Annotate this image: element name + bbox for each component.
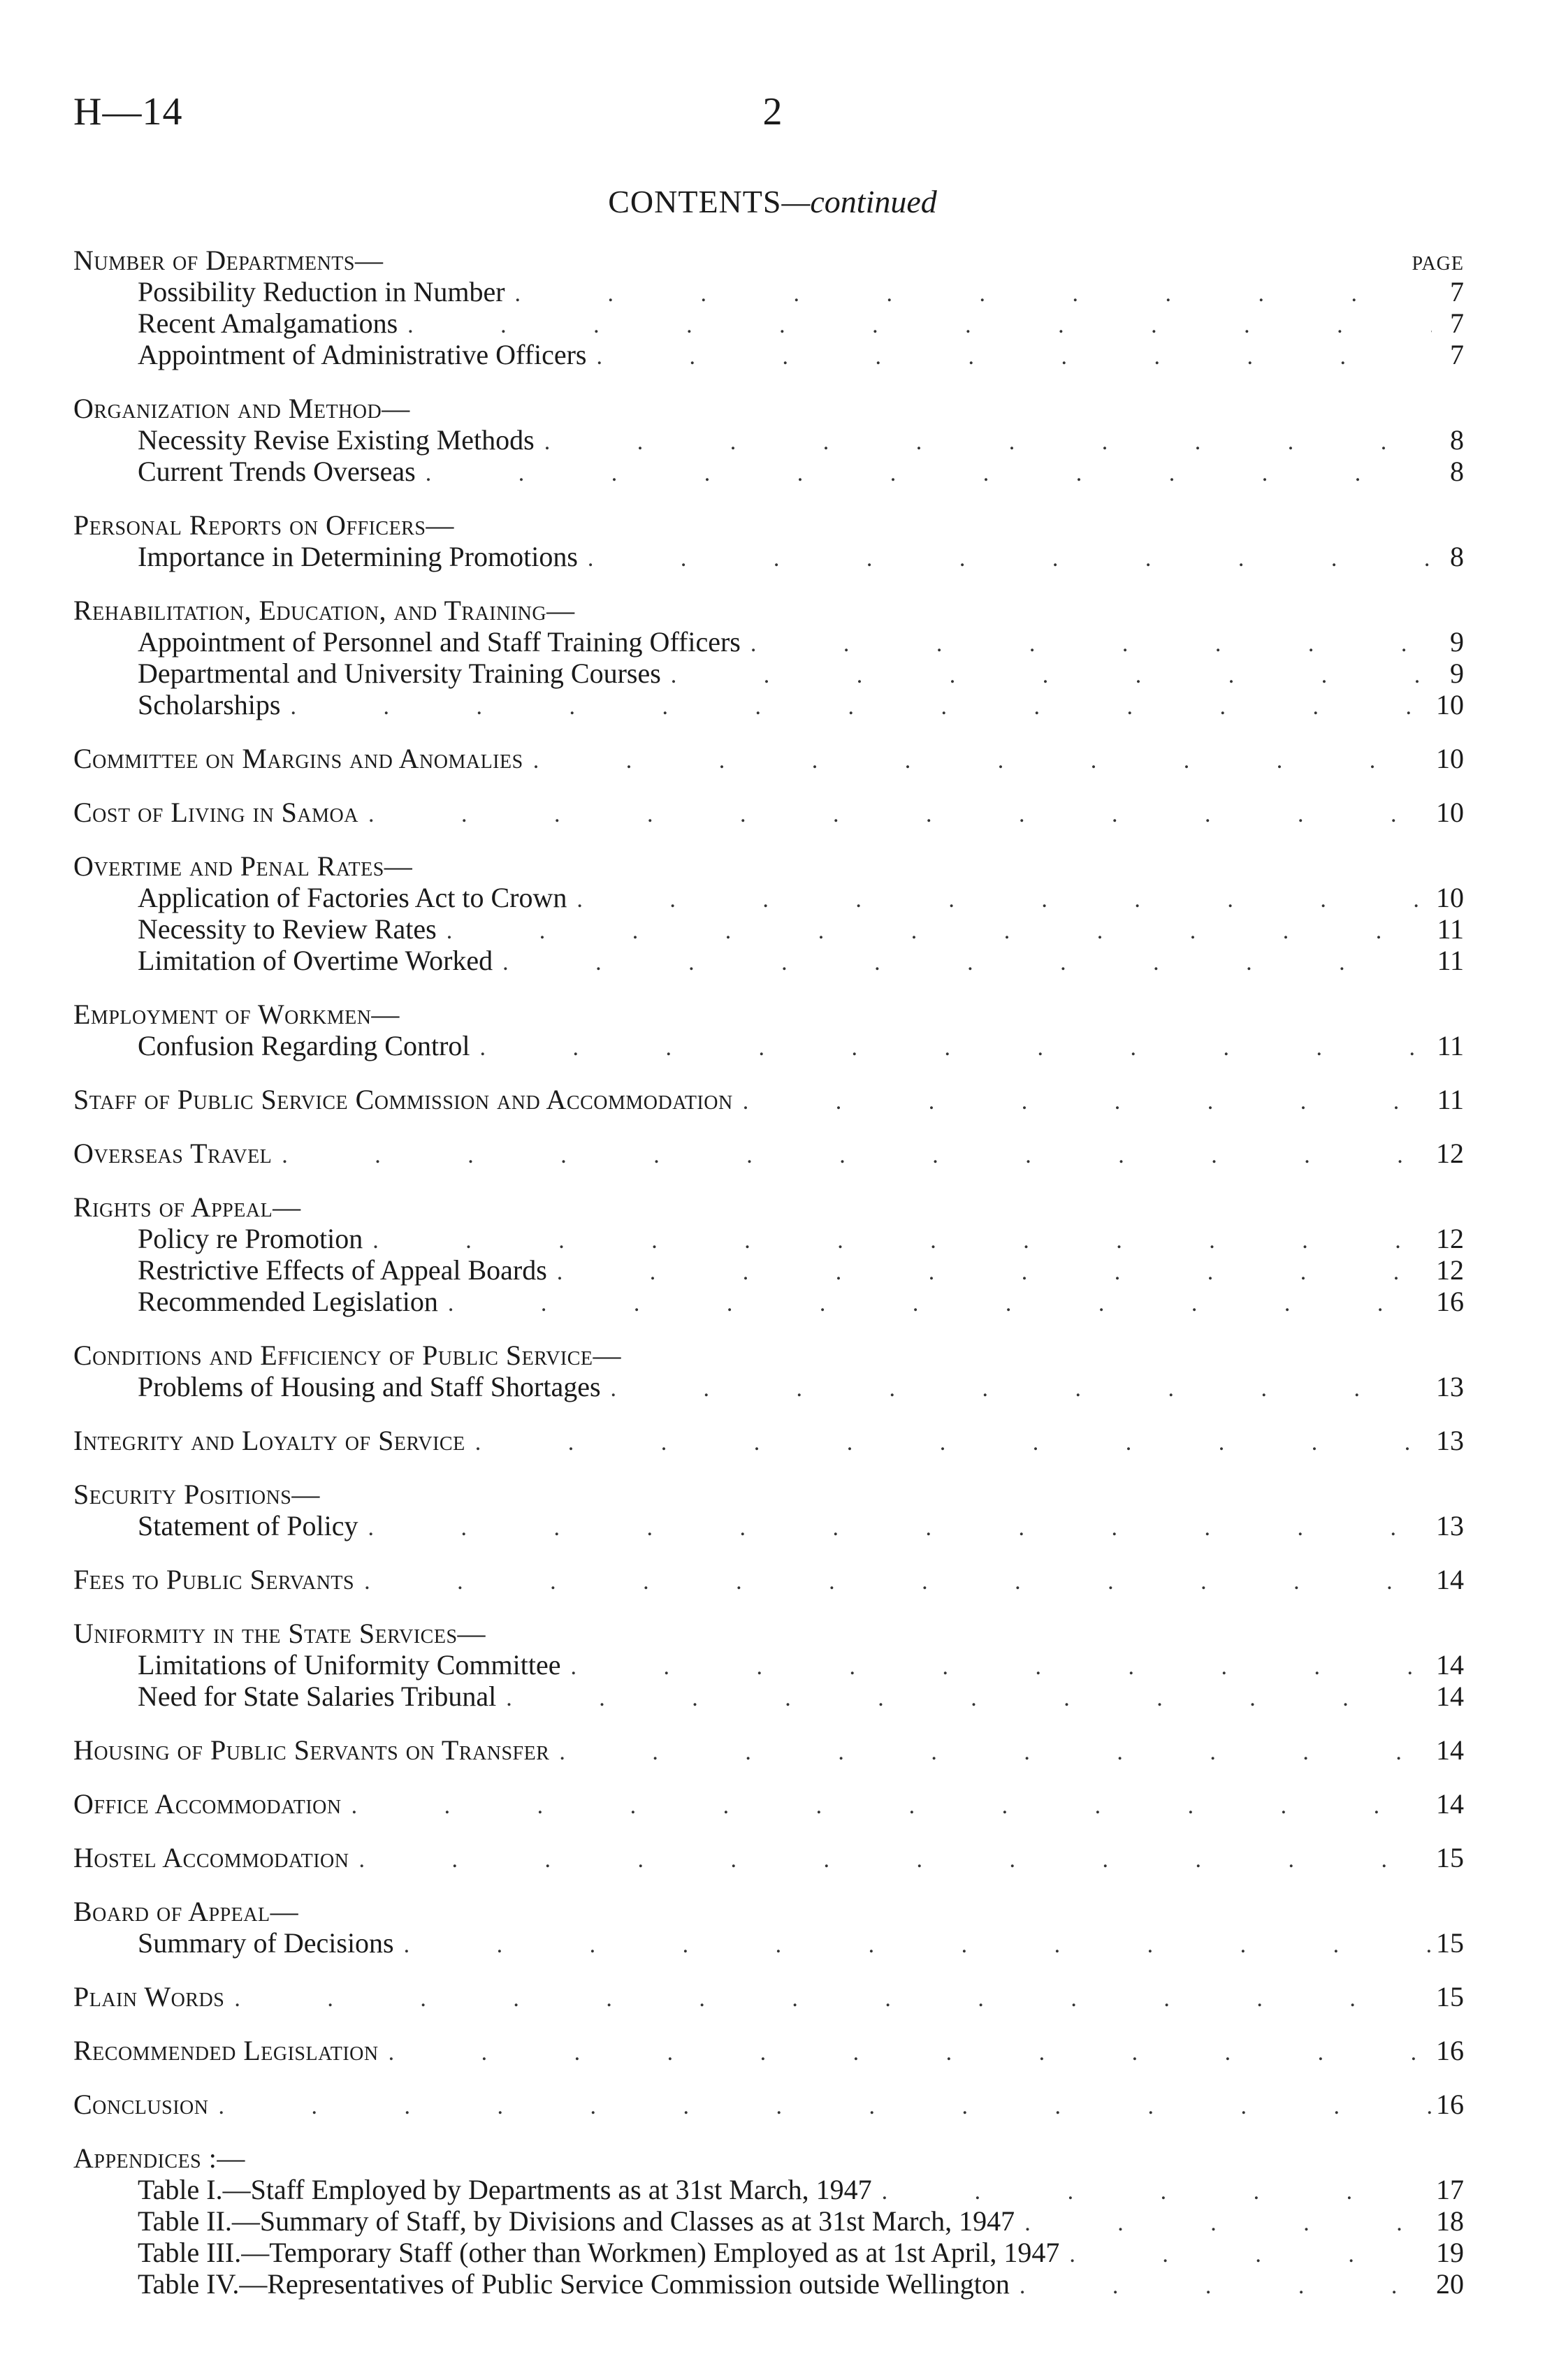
toc-entry[interactable]: [73, 1564, 1464, 1595]
entry-label: Application of Factories Act to Crown: [138, 882, 567, 913]
entry-page-number: 11: [1437, 913, 1464, 945]
entry-page-number: 20: [1436, 2268, 1464, 2300]
toc-section: [73, 1788, 1464, 1820]
dot-leader: [671, 660, 1432, 691]
toc-section: [73, 1138, 1464, 1169]
toc-entry[interactable]: [73, 882, 1464, 913]
entry-page-number: 14: [1436, 1681, 1464, 1712]
toc-entry[interactable]: [73, 1681, 1464, 1712]
toc-entry[interactable]: [73, 2268, 1464, 2300]
entry-page-number: 14: [1436, 1788, 1464, 1820]
entry-label: Importance in Determining Promotions: [138, 541, 578, 572]
toc-section: [73, 1191, 1464, 1317]
entry-page-number: 16: [1436, 2089, 1464, 2120]
toc-entry[interactable]: [73, 1030, 1464, 1061]
title-main: CONTENTS: [608, 184, 782, 219]
entry-page-number: 12: [1436, 1138, 1464, 1169]
section-heading: Rights of Appeal—: [73, 1191, 301, 1223]
dot-leader: [480, 1032, 1432, 1064]
entry-page-number: 16: [1436, 2035, 1464, 2066]
entry-label: Current Trends Overseas: [138, 456, 416, 487]
entry-label: Table II.—Summary of Staff, by Divisions and Classes as at 31st March, 1947: [138, 2205, 1015, 2237]
dot-leader: [557, 1256, 1432, 1288]
entry-label: Recommended Legislation: [138, 1286, 438, 1317]
entry-page-number: 7: [1450, 276, 1464, 307]
entry-page-number: 10: [1436, 797, 1464, 828]
section-heading: Appendices :—: [73, 2142, 245, 2174]
entry-label: Necessity Revise Existing Methods: [138, 424, 535, 456]
dot-leader: [559, 1736, 1432, 1768]
dot-leader: [1069, 2239, 1432, 2270]
dot-leader: [475, 1427, 1432, 1458]
entry-page-number: 11: [1437, 1084, 1464, 1115]
dot-leader: [447, 915, 1432, 947]
title-suffix: —continued: [781, 184, 937, 219]
dot-leader: [515, 278, 1432, 310]
entry-page-number: 16: [1436, 1286, 1464, 1317]
section-heading: Conditions and Efficiency of Public Service—: [73, 1340, 622, 1371]
dot-leader: [611, 1373, 1432, 1405]
entry-page-number: 15: [1436, 1981, 1464, 2012]
toc-section: [73, 509, 1464, 572]
toc-entry[interactable]: [73, 1649, 1464, 1681]
entry-page-number: 8: [1450, 456, 1464, 487]
dot-leader: [389, 2037, 1432, 2068]
section-heading: Housing of Public Servants on Transfer: [73, 1734, 550, 1766]
entry-label: Scholarships: [138, 689, 281, 720]
entry-label: Confusion Regarding Control: [138, 1030, 470, 1061]
toc-section: [73, 1084, 1464, 1115]
dot-leader: [544, 426, 1432, 458]
toc-section: [73, 850, 1464, 976]
toc-entry[interactable]: [73, 1842, 1464, 1873]
toc-entry[interactable]: [73, 1254, 1464, 1286]
dot-leader: [882, 2176, 1432, 2207]
section-heading: Personal Reports on Officers—: [73, 509, 454, 541]
entry-page-number: 7: [1450, 307, 1464, 339]
entry-page-number: 10: [1436, 689, 1464, 720]
entry-label: Possibility Reduction in Number: [138, 276, 505, 307]
dot-leader: [743, 1086, 1432, 1117]
entry-label: Table III.—Temporary Staff (other than Workmen) Employed as at 1st April, 1947: [138, 2237, 1060, 2268]
dot-leader: [426, 458, 1432, 489]
page-column-label: PAGE: [1412, 253, 1464, 275]
dot-leader: [533, 745, 1432, 776]
dot-leader: [407, 310, 1432, 341]
entry-page-number: 10: [1436, 882, 1464, 913]
section-heading: Recommended Legislation: [73, 2035, 379, 2066]
dot-leader: [364, 1566, 1432, 1597]
entry-page-number: 12: [1436, 1254, 1464, 1286]
toc-entry[interactable]: [73, 1084, 1464, 1115]
entry-label: Limitations of Uniformity Committee: [138, 1649, 561, 1681]
toc-entry[interactable]: [73, 424, 1464, 456]
toc-section: [73, 1896, 1464, 1959]
page-header: [73, 89, 1472, 145]
toc-entry[interactable]: [73, 2089, 1464, 2120]
dot-leader: [576, 884, 1432, 915]
entry-label: Recent Amalgamations: [138, 307, 398, 339]
toc-entry[interactable]: [73, 1510, 1464, 1541]
dot-leader: [368, 1512, 1432, 1544]
toc-section: [73, 2142, 1464, 2300]
entry-label: Limitation of Overtime Worked: [138, 945, 493, 976]
toc-section: [73, 1981, 1464, 2012]
entry-page-number: 15: [1436, 1842, 1464, 1873]
entry-page-number: 13: [1436, 1425, 1464, 1456]
toc-section: [73, 999, 1464, 1061]
dot-leader: [368, 799, 1432, 830]
section-heading: Office Accommodation: [73, 1788, 342, 1820]
dot-leader: [282, 1140, 1432, 1171]
entry-page-number: 15: [1436, 1927, 1464, 1959]
dot-leader: [218, 2091, 1432, 2122]
dot-leader: [234, 1983, 1432, 2015]
toc-entry[interactable]: [73, 2205, 1464, 2237]
dot-leader: [351, 1790, 1432, 1822]
section-heading: Fees to Public Servants: [73, 1564, 355, 1595]
toc-entry[interactable]: [73, 1927, 1464, 1959]
entry-page-number: 18: [1436, 2205, 1464, 2237]
toc-entry[interactable]: [73, 1788, 1464, 1820]
page-number: 2: [762, 90, 783, 133]
section-heading: Plain Words: [73, 1981, 225, 2012]
section-heading: Board of Appeal—: [73, 1896, 299, 1927]
section-heading: Hostel Accommodation: [73, 1842, 349, 1873]
toc-entry[interactable]: [73, 1371, 1464, 1402]
section-heading: Number of Departments—: [73, 245, 384, 276]
toc-entry[interactable]: [73, 689, 1464, 720]
toc-entry[interactable]: [73, 945, 1464, 976]
section-heading: Staff of Public Service Commission and Accommodation: [73, 1084, 733, 1115]
toc-entry[interactable]: [73, 658, 1464, 689]
dot-leader: [1020, 2270, 1432, 2302]
toc-entry[interactable]: [73, 456, 1464, 487]
entry-label: Appointment of Personnel and Staff Training Officers: [138, 626, 741, 658]
page-title: [0, 183, 1545, 220]
section-heading: Organization and Method—: [73, 393, 410, 424]
section-heading: Overtime and Penal Rates—: [73, 850, 413, 882]
toc-entry[interactable]: [73, 797, 1464, 828]
section-heading: Integrity and Loyalty of Service: [73, 1425, 465, 1456]
section-heading: Cost of Living in Samoa: [73, 797, 358, 828]
entry-page-number: 17: [1436, 2174, 1464, 2205]
entry-page-number: 19: [1436, 2237, 1464, 2268]
entry-label: Necessity to Review Rates: [138, 913, 437, 945]
toc-entry[interactable]: [73, 1734, 1464, 1766]
entry-label: Table IV.—Representatives of Public Service Commission outside Wellington: [138, 2268, 1010, 2300]
entry-label: Need for State Salaries Tribunal: [138, 1681, 497, 1712]
toc-section: [73, 393, 1464, 487]
section-heading: Uniformity in the State Services—: [73, 1618, 486, 1649]
dot-leader: [448, 1288, 1432, 1319]
toc-entry[interactable]: [73, 913, 1464, 945]
dot-leader: [502, 947, 1432, 978]
entry-page-number: 10: [1436, 743, 1464, 774]
section-heading: Rehabilitation, Education, and Training—: [73, 595, 575, 626]
section-heading: Committee on Margins and Anomalies: [73, 743, 523, 774]
entry-page-number: 12: [1436, 1223, 1464, 1254]
dot-leader: [750, 628, 1432, 660]
toc-section: [73, 743, 1464, 774]
toc-entry[interactable]: [73, 743, 1464, 774]
entry-page-number: 9: [1450, 626, 1464, 658]
toc-entry[interactable]: [73, 1286, 1464, 1317]
entry-page-number: 9: [1450, 658, 1464, 689]
entry-label: Summary of Decisions: [138, 1927, 394, 1959]
entry-label: Appointment of Administrative Officers: [138, 339, 587, 370]
table-of-contents: [73, 245, 1464, 2322]
toc-entry[interactable]: [73, 1425, 1464, 1456]
toc-entry[interactable]: [73, 626, 1464, 658]
entry-label: Departmental and University Training Courses: [138, 658, 661, 689]
toc-entry[interactable]: [73, 1981, 1464, 2012]
entry-label: Restrictive Effects of Appeal Boards: [138, 1254, 547, 1286]
entry-page-number: 11: [1437, 1030, 1464, 1061]
entry-page-number: 14: [1436, 1734, 1464, 1766]
document-reference: H—14: [73, 90, 183, 133]
dot-leader: [506, 1683, 1432, 1714]
toc-section: [73, 1479, 1464, 1541]
toc-entry[interactable]: [73, 339, 1464, 370]
entry-page-number: 7: [1450, 339, 1464, 370]
entry-label: Table I.—Staff Employed by Departments as at 31st March, 1947: [138, 2174, 872, 2205]
entry-page-number: 13: [1436, 1371, 1464, 1402]
toc-section: [73, 1618, 1464, 1712]
dot-leader: [571, 1651, 1432, 1683]
toc-section: [73, 1842, 1464, 1873]
toc-section: [73, 797, 1464, 828]
section-heading: Security Positions—: [73, 1479, 320, 1510]
toc-entry[interactable]: [73, 2035, 1464, 2066]
toc-section: [73, 2035, 1464, 2066]
entry-page-number: 8: [1450, 424, 1464, 456]
section-heading: Conclusion: [73, 2089, 209, 2120]
section-heading: Employment of Workmen—: [73, 999, 400, 1030]
toc-section: [73, 2089, 1464, 2120]
entry-label: Policy re Promotion: [138, 1223, 363, 1254]
entry-page-number: 8: [1450, 541, 1464, 572]
entry-page-number: 14: [1436, 1564, 1464, 1595]
entry-page-number: 11: [1437, 945, 1464, 976]
toc-section: [73, 595, 1464, 720]
toc-entry[interactable]: [73, 1223, 1464, 1254]
entry-page-number: 13: [1436, 1510, 1464, 1541]
section-heading: Overseas Travel: [73, 1138, 273, 1169]
toc-entry[interactable]: [73, 541, 1464, 572]
toc-section: [73, 1564, 1464, 1595]
entry-page-number: 14: [1436, 1649, 1464, 1681]
dot-leader: [290, 691, 1432, 723]
toc-entry[interactable]: [73, 1138, 1464, 1169]
toc-section: [73, 1734, 1464, 1766]
toc-entry[interactable]: [73, 2174, 1464, 2205]
dot-leader: [588, 543, 1432, 574]
dot-leader: [596, 341, 1432, 372]
dot-leader: [1024, 2207, 1432, 2239]
toc-entry[interactable]: [73, 276, 1464, 307]
dot-leader: [358, 1844, 1432, 1875]
toc-section: [73, 1340, 1464, 1402]
toc-section: [73, 1425, 1464, 1456]
entry-label: Problems of Housing and Staff Shortages: [138, 1371, 601, 1402]
toc-entry[interactable]: [73, 2237, 1464, 2268]
toc-section: [73, 245, 1464, 370]
toc-entry[interactable]: [73, 307, 1464, 339]
entry-label: Statement of Policy: [138, 1510, 358, 1541]
dot-leader: [404, 1929, 1432, 1961]
dot-leader: [372, 1225, 1432, 1256]
